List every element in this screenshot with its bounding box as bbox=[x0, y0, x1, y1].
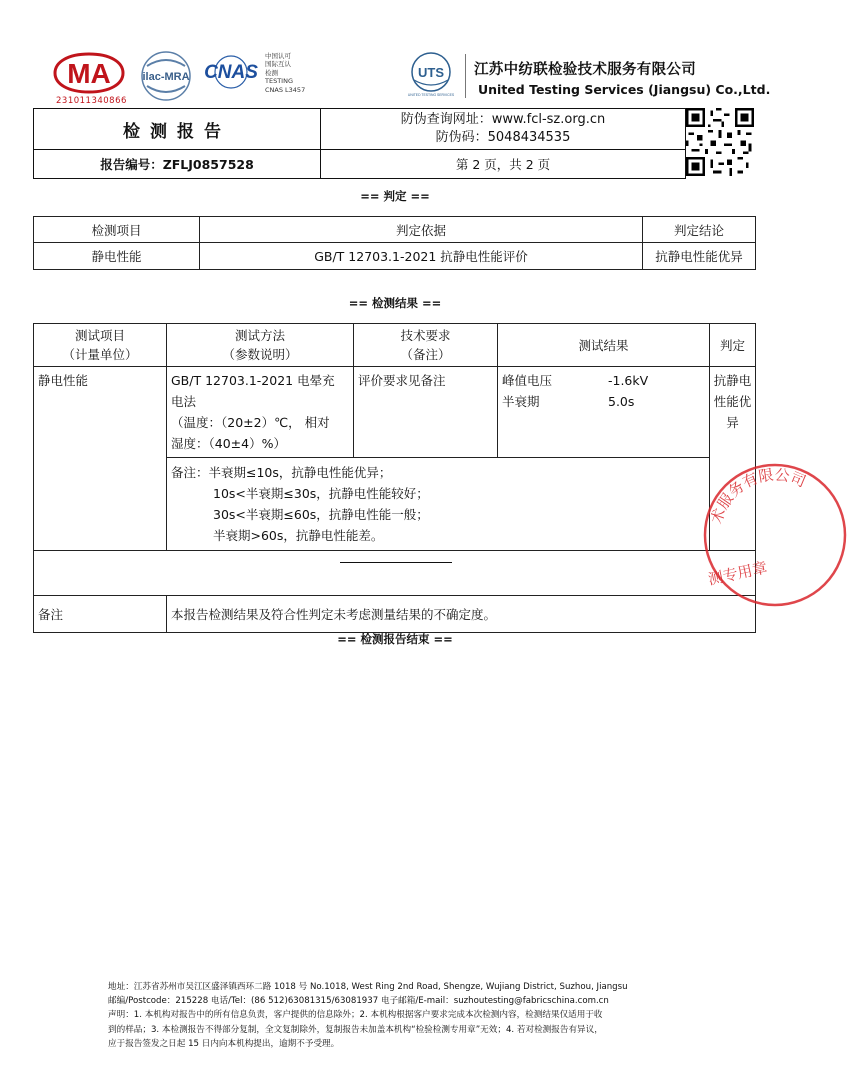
col-header-line: 测试项目 bbox=[74, 328, 125, 343]
judgement-item: 静电性能 bbox=[34, 243, 200, 270]
note-line: 30s<半衰期≤60s，抗静电性能一般； bbox=[213, 507, 429, 522]
judgement-basis: GB/T 12703.1-2021 抗静电性能评价 bbox=[200, 243, 643, 270]
method-line: 电法 bbox=[171, 394, 197, 409]
verify-code: 防伪码：5048434535 bbox=[435, 130, 571, 145]
result-method bbox=[167, 367, 354, 458]
col-header-line: （计量单位） bbox=[62, 347, 138, 362]
svg-text:测专用章: 测专用章 bbox=[706, 558, 769, 589]
col-header-line: （备注） bbox=[400, 347, 451, 362]
svg-text:UTS: UTS bbox=[418, 65, 444, 80]
result-item: 静电性能 bbox=[34, 367, 167, 551]
peak-voltage-label: 峰值电压 bbox=[502, 373, 553, 388]
note-line: 备注：半衰期≤10s，抗静电性能优异； bbox=[171, 465, 392, 480]
judgement-table bbox=[33, 216, 756, 270]
col-header-line: 技术要求 bbox=[400, 328, 451, 343]
footer-address: 地址：江苏省苏州市吴江区盛泽镇西环二路 1018 号 No.1018, West Ring 2nd Road, Shengze, Wujiang District, Suzhou, Jiangsu bbox=[108, 982, 628, 992]
note-line: 半衰期>60s，抗静电性能差。 bbox=[213, 528, 384, 543]
cnas-logo-icon bbox=[199, 54, 263, 90]
footer-statement: 到的样品；3. 本检测报告不得部分复制，全文复制除外，复制报告未加盖本机构“检验检测专用章”无效；4. 若对检测报告有异议， bbox=[108, 1024, 603, 1035]
logo-row bbox=[0, 40, 790, 110]
table-header-row bbox=[34, 324, 756, 367]
logo-divider bbox=[465, 54, 466, 98]
footer-statement: 应于报告签发之日起 15 日内向本机构提出，逾期不予受理。 bbox=[108, 1038, 340, 1049]
half-life-value: 5.0s bbox=[608, 394, 635, 409]
report-number: 报告编号：ZFLJ0857528 bbox=[34, 150, 321, 179]
cnas-caption bbox=[265, 52, 305, 94]
svg-text:UNITED TESTING SERVICES: UNITED TESTING SERVICES bbox=[407, 93, 455, 97]
method-line: GB/T 12703.1-2021 电晕充 bbox=[171, 373, 335, 388]
judgement-line: 性能优 bbox=[713, 394, 752, 409]
remark-text: 本报告检测结果及符合性判定未考虑测量结果的不确定度。 bbox=[167, 596, 756, 633]
method-line: （温度：（20±2）℃， 相对 bbox=[171, 415, 330, 430]
col-header-line: 测试方法 bbox=[234, 328, 285, 343]
judgement-line: 异 bbox=[726, 415, 739, 430]
col-header-item bbox=[34, 324, 167, 367]
cma-number: 231011340866 bbox=[56, 96, 127, 106]
report-header-table bbox=[33, 108, 756, 179]
svg-text:MA: MA bbox=[67, 58, 111, 89]
half-life-label: 半衰期 bbox=[502, 394, 540, 409]
report-end-title: == 检测报告结束 == bbox=[337, 632, 453, 646]
table-header-row bbox=[34, 217, 756, 243]
table-row bbox=[34, 367, 756, 458]
footer-statement: 声明：1. 本机构对报告中的所有信息负责，客户提供的信息除外；2. 本机构根据客户要求完成本次检测内容，检测结果仅适用于收 bbox=[108, 1010, 603, 1021]
verify-url: 防伪查询网址：www.fcl-sz.org.cn bbox=[400, 112, 606, 127]
judgement-conclusion: 抗静电性能优异 bbox=[643, 243, 756, 270]
cnas-caption-line: 检测 bbox=[265, 68, 278, 77]
seal-stamp-icon bbox=[700, 460, 850, 610]
method-line: 湿度：（40±4）%） bbox=[171, 436, 286, 451]
cnas-caption-line: 中国认可 bbox=[265, 52, 291, 60]
col-header-conclusion: 判定结论 bbox=[643, 217, 756, 243]
company-name-cn: 江苏中纺联检验技术服务有限公司 bbox=[474, 62, 696, 78]
page-info: 第 2 页，共 2 页 bbox=[321, 150, 686, 179]
col-header-basis: 判定依据 bbox=[200, 217, 643, 243]
col-header-judgement: 判定 bbox=[710, 324, 756, 367]
footer-contact: 邮编/Postcode：215228 电话/Tel：(86 512)63081315/63081937 电子邮箱/E-mail：suzhoutesting@fabricschina.com.cn bbox=[108, 996, 609, 1007]
cnas-caption-line: TESTING bbox=[265, 77, 293, 86]
col-header-requirement bbox=[354, 324, 498, 367]
judgement-section-title: == 判定 == bbox=[360, 189, 430, 203]
uts-logo-icon bbox=[408, 50, 454, 98]
peak-voltage-value: -1.6kV bbox=[608, 373, 649, 388]
table-row bbox=[34, 551, 756, 596]
cnas-caption-line: 国际互认 bbox=[265, 60, 291, 69]
blank-row bbox=[34, 551, 756, 596]
company-name-en: United Testing Services (Jiangsu) Co.,Ltd. bbox=[478, 82, 771, 97]
result-values bbox=[498, 367, 710, 458]
result-requirement: 评价要求见备注 bbox=[354, 367, 498, 458]
judgement-line: 抗静电 bbox=[713, 373, 752, 388]
end-line bbox=[340, 562, 452, 563]
table-row bbox=[34, 596, 756, 633]
report-title: 检测报告 bbox=[34, 109, 321, 150]
qr-code-icon bbox=[686, 108, 754, 176]
remark-label: 备注 bbox=[34, 596, 167, 633]
svg-text:ilac-MRA: ilac-MRA bbox=[142, 71, 190, 83]
footer bbox=[108, 980, 684, 1051]
table-row bbox=[34, 243, 756, 270]
ilac-mra-logo-icon bbox=[139, 50, 193, 102]
verify-info bbox=[321, 109, 686, 150]
col-header-result: 测试结果 bbox=[498, 324, 710, 367]
col-header-method bbox=[167, 324, 354, 367]
col-header-item: 检测项目 bbox=[34, 217, 200, 243]
svg-text:CNAS: CNAS bbox=[204, 62, 258, 83]
col-header-line: （参数说明） bbox=[222, 347, 298, 362]
results-section-title: == 检测结果 == bbox=[348, 296, 442, 310]
result-note bbox=[167, 458, 710, 551]
svg-text:术服务有限公司: 术服务有限公司 bbox=[707, 465, 809, 526]
cnas-caption-line: CNAS L3457 bbox=[265, 85, 306, 94]
note-line: 10s<半衰期≤30s，抗静电性能较好； bbox=[213, 486, 429, 501]
cma-logo-icon bbox=[52, 52, 126, 94]
results-table bbox=[33, 323, 756, 633]
